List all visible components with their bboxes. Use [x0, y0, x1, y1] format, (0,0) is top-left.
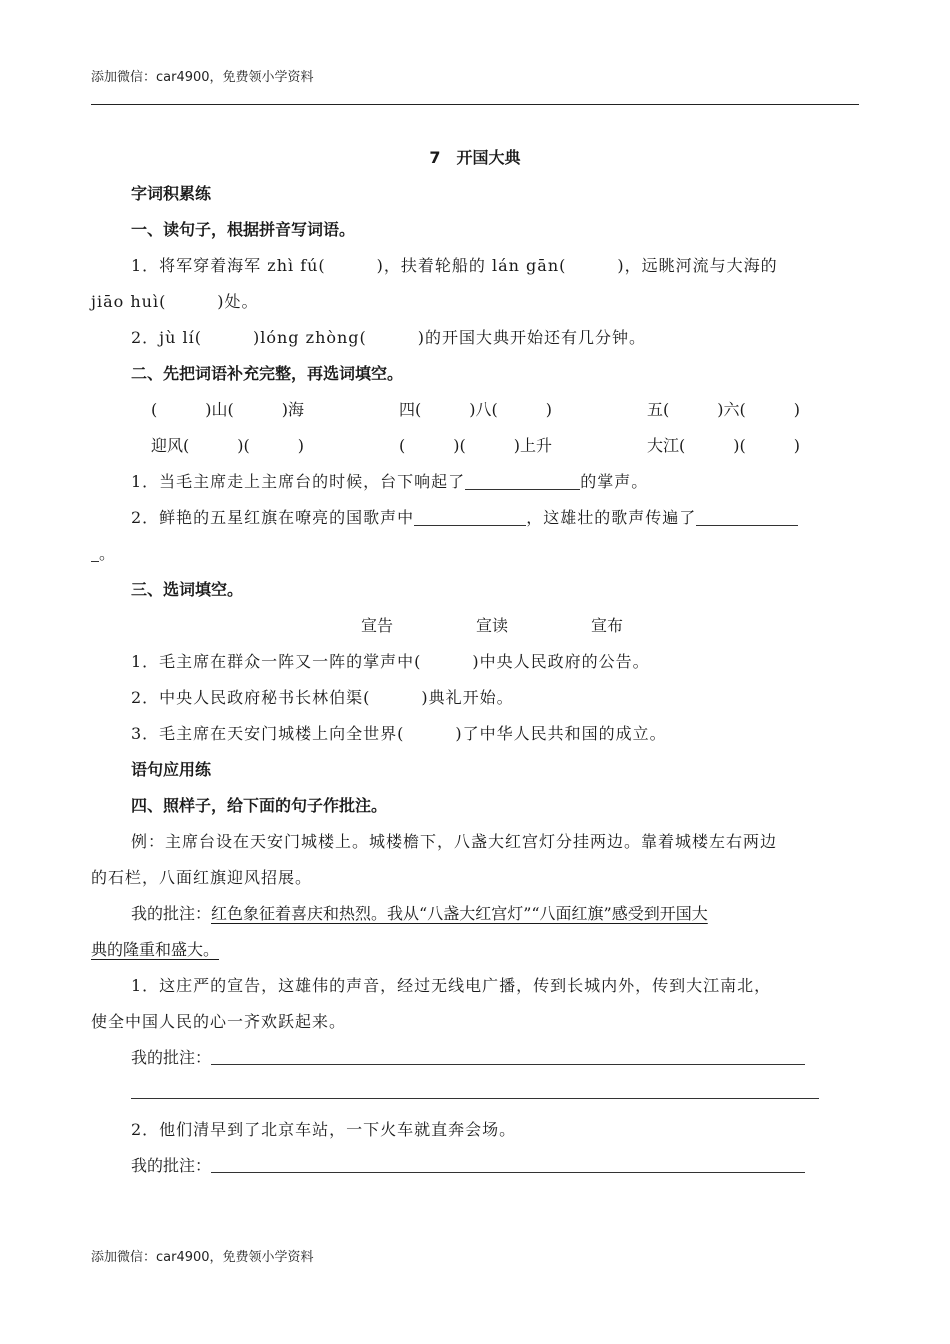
choice-word: 宣告	[361, 616, 394, 635]
q4-sentence-1-line-1: 1．这庄严的宣告，这雄伟的声音，经过无线电广播，传到长城内外，传到大江南北，	[131, 976, 772, 995]
q1-heading: 一、读句子，根据拼音写词语。	[131, 220, 356, 239]
q4-note-2	[91, 1148, 859, 1184]
note-answer-line[interactable]	[211, 1152, 805, 1173]
choice-word: 宣读	[476, 616, 509, 635]
q3-sentence-1: 1．毛主席在群众一阵又一阵的掌声中( )中央人民政府的公告。	[131, 652, 650, 671]
page-footer-note: 添加微信：car4900，免费领小学资料	[91, 1250, 314, 1265]
q2-word-6: 大江( )( )	[647, 436, 800, 455]
q4-heading: 四、照样子，给下面的句子作批注。	[131, 796, 388, 815]
example-note: 红色象征着喜庆和热烈。我从“八盏大红宫灯”“八面红旗”感受到开国大	[211, 904, 708, 923]
q3-sentence-3: 3．毛主席在天安门城楼上向全世界( )了中华人民共和国的成立。	[131, 724, 667, 743]
answer-blank[interactable]	[91, 543, 99, 562]
part1-title: 字词积累练	[131, 184, 212, 203]
q2-sentence-2-tail: 。	[91, 536, 859, 572]
q1-line3: 2．jù lí( )lóng zhòng( )的开国大典开始还有几分钟。	[131, 328, 647, 347]
q4-sentence-1-line-2: 使全中国人民的心一齐欢跃起来。	[91, 1012, 347, 1031]
q2-word-row-2	[91, 428, 859, 464]
q4-example-line-1: 例：主席台设在天安门城楼上。城楼檐下，八盏大红宫灯分挂两边。靠着城楼左右两边	[131, 832, 778, 851]
q2-sentence-1: 1．当毛主席走上主席台的时候，台下响起了 的掌声。	[131, 472, 649, 491]
q4-sentence-2: 2．他们清早到了北京车站，一下火车就直奔会场。	[131, 1120, 517, 1139]
header-divider	[91, 104, 859, 105]
note-answer-line-extra[interactable]	[131, 1076, 819, 1112]
example-note-cont: 典的隆重和盛大。	[91, 940, 220, 959]
q1-line1: 1．将军穿着海军 zhì fú( )，扶着轮船的 lán gān( )，远眺河流与大海的	[131, 256, 778, 275]
q2-heading: 二、先把词语补充完整，再选词填空。	[131, 364, 404, 383]
worksheet-content	[91, 140, 859, 1184]
q2-sentence-2: 2．鲜艳的五星红旗在嘹亮的国歌声中 ，这雄壮的歌声传遍了	[91, 500, 859, 536]
q4-example-line-2: 的石栏，八面红旗迎风招展。	[91, 868, 313, 887]
q4-note-1	[91, 1040, 859, 1076]
note-label: 我的批注：	[131, 1048, 212, 1067]
answer-blank[interactable]	[465, 471, 580, 490]
note-label: 我的批注：	[131, 904, 212, 923]
note-label: 我的批注：	[131, 1156, 212, 1175]
q3-heading: 三、选词填空。	[131, 580, 244, 599]
choice-word: 宣布	[591, 616, 624, 635]
answer-blank[interactable]	[696, 507, 798, 526]
page-header-note: 添加微信：car4900，免费领小学资料	[91, 70, 314, 85]
q1-line2: jiāo huì( )处。	[91, 292, 259, 311]
part2-title: 语句应用练	[131, 760, 212, 779]
q2-word-1: ( )山( )海	[151, 400, 304, 419]
q4-example-note-line-2	[91, 932, 859, 968]
note-answer-line[interactable]	[211, 1044, 805, 1065]
answer-blank[interactable]	[414, 507, 526, 526]
lesson-title: 7 开国大典	[429, 148, 521, 167]
q3-word-choices	[91, 608, 859, 644]
q4-example-note-line-1	[91, 896, 859, 932]
q2-word-4: 迎风( )( )	[151, 436, 304, 455]
q3-sentence-2: 2．中央人民政府秘书长林伯渠( )典礼开始。	[131, 688, 514, 707]
q2-word-row-1	[91, 392, 859, 428]
q2-word-3: 五( )六( )	[647, 400, 800, 419]
q2-word-2: 四( )八( )	[399, 400, 552, 419]
q2-word-5: ( )( )上升	[399, 436, 552, 455]
